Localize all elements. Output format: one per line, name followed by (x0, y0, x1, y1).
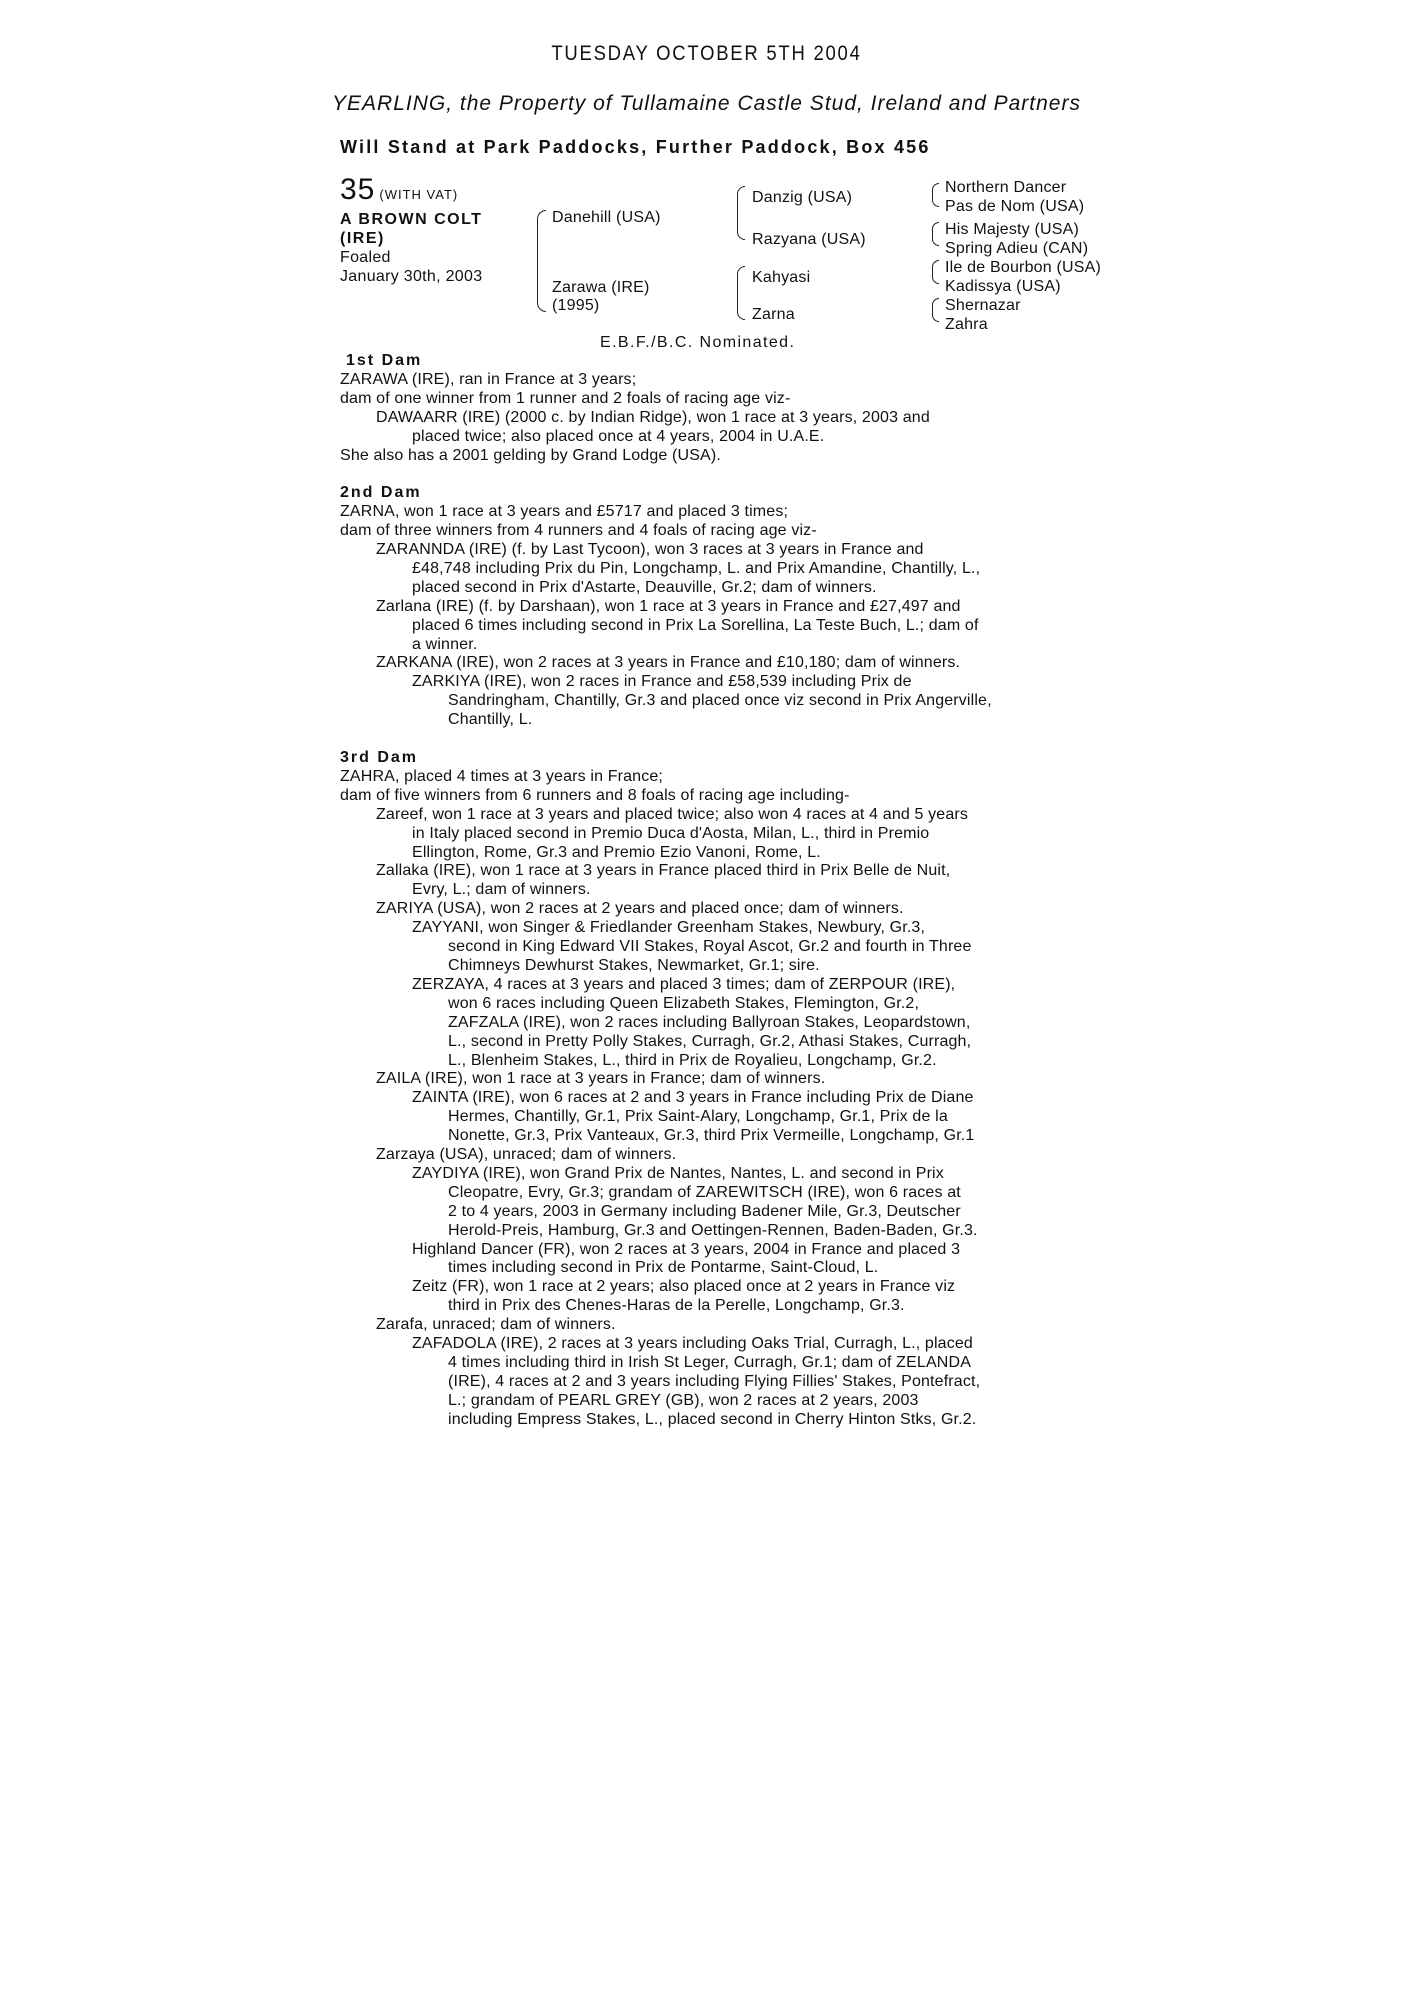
horse-origin: (IRE) (340, 230, 385, 247)
text-line: Chimneys Dewhurst Stakes, Newmarket, Gr.1; sire. (448, 956, 820, 974)
text-line: Evry, L.; dam of winners. (412, 881, 591, 899)
text-line: ZERZAYA, 4 races at 3 years and placed 3 times; dam of ZERPOUR (IRE), (412, 975, 956, 993)
pedigree-bracket (537, 210, 546, 312)
text-line: ZAHRA, placed 4 times at 3 years in France; (340, 767, 664, 785)
pedigree-dam-dam: Zarna (752, 306, 795, 323)
pedigree-bracket (932, 222, 939, 246)
pedigree-dam: Zarawa (IRE) (552, 279, 650, 296)
text-line: times including second in Prix de Pontarme, Saint-Cloud, L. (448, 1259, 879, 1277)
text-line: Zarzaya (USA), unraced; dam of winners. (376, 1146, 677, 1164)
pedigree-dam-sire: Kahyasi (752, 269, 811, 286)
text-line: Hermes, Chantilly, Gr.1, Prix Saint-Alary, Longchamp, Gr.1, Prix de la (448, 1108, 948, 1126)
text-line: won 6 races including Queen Elizabeth Stakes, Flemington, Gr.2, (448, 994, 920, 1012)
text-line: Sandringham, Chantilly, Gr.3 and placed once viz second in Prix Angerville, (448, 692, 992, 710)
text-line: Ellington, Rome, Gr.3 and Premio Ezio Vanoni, Rome, L. (412, 843, 821, 861)
pedigree-g4: Spring Adieu (CAN) (945, 240, 1089, 257)
text-line: ZARANNDA (IRE) (f. by Last Tycoon), won 3 races at 3 years in France and (376, 541, 924, 559)
text-line: ZAYYANI, won Singer & Friedlander Greenham Stakes, Newbury, Gr.3, (412, 919, 926, 937)
text-line: placed second in Prix d'Astarte, Deauville, Gr.2; dam of winners. (412, 578, 877, 596)
spacer (340, 730, 1080, 749)
text-line: placed twice; also placed once at 4 years, 2004 in U.A.E. (412, 427, 825, 445)
text-line: 4 times including third in Irish St Leger, Curragh, Gr.1; dam of ZELANDA (448, 1354, 972, 1371)
text-line: second in King Edward VII Stakes, Royal Ascot, Gr.2 and fourth in Three (448, 938, 972, 956)
text-line: dam of five winners from 6 runners and 8 foals of racing age including- (340, 786, 850, 804)
text-line: 2 to 4 years, 2003 in Germany including Badener Mile, Gr.3, Deutscher (448, 1202, 961, 1220)
text-line: Zareef, won 1 race at 3 years and placed twice; also won 4 races at 4 and 5 years (376, 805, 969, 823)
text-line: a winner. (412, 635, 478, 653)
pedigree-g7: Shernazar (945, 297, 1021, 314)
text-line: ZAILA (IRE), won 1 race at 3 years in France; dam of winners. (376, 1070, 826, 1088)
text-line: £48,748 including Prix du Pin, Longchamp, L. and Prix Amandine, Chantilly, L., (412, 559, 981, 577)
text-line: Zeitz (FR), won 1 race at 2 years; also placed once at 2 years in France viz (412, 1278, 956, 1296)
text-line: Zarlana (IRE) (f. by Darshaan), won 1 race at 3 years in France and £27,497 and (376, 597, 961, 615)
pedigree-bracket (932, 260, 939, 284)
text-line: placed 6 times including second in Prix La Sorellina, La Teste Buch, L.; dam of (412, 616, 979, 634)
pedigree-sire-sire: Danzig (USA) (752, 189, 853, 206)
text-line: ZAINTA (IRE), won 6 races at 2 and 3 years in France including Prix de Diane (412, 1089, 974, 1107)
lot-info (340, 173, 540, 286)
text-line: Zarafa, unraced; dam of winners. (376, 1316, 616, 1334)
text-line: Highland Dancer (FR), won 2 races at 3 years, 2004 in France and placed 3 (412, 1240, 961, 1258)
text-line: Herold-Preis, Hamburg, Gr.3 and Oettingen-Rennen, Baden-Baden, Gr.3. (448, 1221, 978, 1239)
pedigree-g8: Zahra (945, 316, 988, 333)
pedigree-g3: His Majesty (USA) (945, 221, 1080, 238)
spacer (340, 465, 1080, 484)
section-heading: 2nd Dam (340, 484, 422, 502)
text-line: She also has a 2001 gelding by Grand Lodge (USA). (340, 446, 721, 464)
pedigree-dam-year: (1995) (552, 297, 600, 314)
section-heading: 3rd Dam (340, 749, 419, 766)
foaled-date: January 30th, 2003 (340, 268, 483, 285)
nomination-note: E.B.F./B.C. Nominated. (600, 334, 796, 351)
text-line: ZARKANA (IRE), won 2 races at 3 years in France and £10,180; dam of winners. (376, 654, 961, 672)
pedigree-bracket (932, 183, 939, 207)
text-line: ZAFADOLA (IRE), 2 races at 3 years including Oaks Trial, Curragh, L., placed (412, 1335, 973, 1353)
text-line: ZARNA, won 1 race at 3 years and £5717 and placed 3 times; (340, 503, 789, 521)
vat-label: (WITH VAT) (379, 187, 459, 202)
pedigree-bracket (932, 298, 939, 322)
text-line: dam of three winners from 4 runners and 4 foals of racing age viz- (340, 522, 817, 540)
text-line: ZARAWA (IRE), ran in France at 3 years; (340, 370, 637, 388)
family-notes (340, 352, 1080, 1430)
lot-subtitle: YEARLING, the Property of Tullamaine Castle Stud, Ireland and Partners (332, 92, 1081, 115)
pedigree-bracket (737, 186, 745, 240)
pedigree-g6: Kadissya (USA) (945, 278, 1061, 295)
text-line: ZAFZALA (IRE), won 2 races including Ballyroan Stakes, Leopardstown, (448, 1013, 971, 1031)
text-line: ZAYDIYA (IRE), won Grand Prix de Nantes, Nantes, L. and second in Prix (412, 1164, 944, 1182)
text-line: Cleopatre, Evry, Gr.3; grandam of ZAREWITSCH (IRE), won 6 races at (448, 1183, 961, 1201)
text-line: DAWAARR (IRE) (2000 c. by Indian Ridge), won 1 race at 3 years, 2003 and (376, 408, 930, 426)
pedigree-g5: Ile de Bourbon (USA) (945, 259, 1102, 276)
pedigree-bracket (737, 266, 745, 320)
lot-number: 35 (340, 173, 376, 206)
text-line: Chantilly, L. (448, 711, 533, 729)
pedigree-g2: Pas de Nom (USA) (945, 198, 1085, 215)
text-line: L., second in Pretty Polly Stakes, Curragh, Gr.2, Athasi Stakes, Curragh, (448, 1032, 972, 1050)
sale-date: TUESDAY OCTOBER 5TH 2004 (551, 42, 862, 65)
pedigree-sire: Danehill (USA) (552, 209, 661, 226)
pedigree-sire-dam: Razyana (USA) (752, 231, 866, 248)
foaled-label: Foaled (340, 249, 391, 266)
text-line: dam of one winner from 1 runner and 2 foals of racing age viz- (340, 389, 791, 407)
text-line: L.; grandam of PEARL GREY (GB), won 2 races at 2 years, 2003 (448, 1391, 919, 1409)
text-line: ZARKIYA (IRE), won 2 races in France and £58,539 including Prix de (412, 673, 912, 691)
text-line: L., Blenheim Stakes, L., third in Prix de Royalieu, Longchamp, Gr.2. (448, 1051, 937, 1069)
horse-description: A BROWN COLT (340, 211, 483, 228)
text-line: ZARIYA (USA), won 2 races at 2 years and placed once; dam of winners. (376, 900, 904, 918)
text-line: Nonette, Gr.3, Prix Vanteaux, Gr.3, third Prix Vermeille, Longchamp, Gr.1 (448, 1127, 975, 1145)
text-line: in Italy placed second in Premio Duca d'Aosta, Milan, L., third in Premio (412, 824, 930, 842)
text-line: (IRE), 4 races at 2 and 3 years including Flying Fillies' Stakes, Pontefract, (448, 1372, 981, 1390)
text-line: Zallaka (IRE), won 1 race at 3 years in France placed third in Prix Belle de Nuit, (376, 862, 951, 880)
text-line: including Empress Stakes, L., placed second in Cherry Hinton Stks, Gr.2. (448, 1410, 977, 1428)
pedigree-g1: Northern Dancer (945, 179, 1067, 196)
text-line: third in Prix des Chenes-Haras de la Perelle, Longchamp, Gr.3. (448, 1297, 905, 1315)
stand-location: Will Stand at Park Paddocks, Further Paddock, Box 456 (340, 137, 931, 157)
section-heading: 1st Dam (346, 352, 423, 369)
